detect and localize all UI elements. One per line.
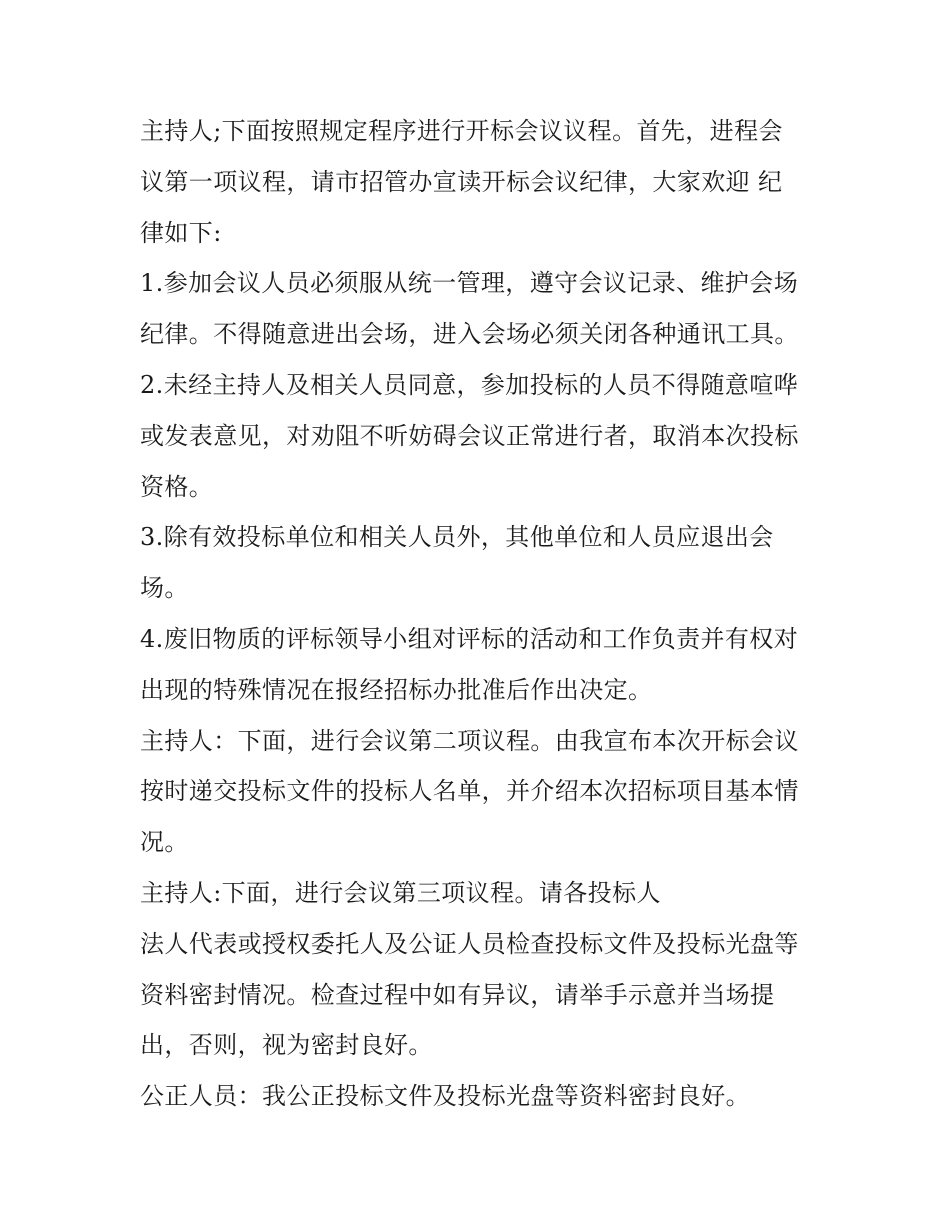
text-line-9: 3.除有效投标单位和相关人员外，其他单位和人员应退出会 <box>140 523 774 552</box>
text-line-14: 按时递交投标文件的投标人名单，并介绍本次招标项目基本情 <box>140 777 799 806</box>
text-line-12: 出现的特殊情况在报经招标办批准后作出决定。 <box>140 675 653 704</box>
text-line-11: 4.废旧物质的评标领导小组对评标的活动和工作负责并有权对 <box>140 624 799 653</box>
text-line-19: 出，否则，视为密封良好。 <box>140 1031 433 1060</box>
text-line-20: 公正人员：我公正投标文件及投标光盘等资料密封良好。 <box>140 1082 750 1111</box>
text-line-5: 纪律。不得随意进出会场，进入会场必须关闭各种通讯工具。 <box>140 320 799 349</box>
text-line-13: 主持人：下面，进行会议第二项议程。由我宣布本次开标会议 <box>140 726 799 755</box>
text-line-2: 议第一项议程，请市招管办宣读开标会议纪律，大家欢迎 纪 <box>140 167 783 196</box>
text-line-10: 场。 <box>140 574 189 603</box>
text-line-8: 资格。 <box>140 472 214 501</box>
text-line-4: 1.参加会议人员必须服从统一管理，遵守会议记录、维护会场 <box>140 269 799 298</box>
text-line-6: 2.未经主持人及相关人员同意，参加投标的人员不得随意喧哗 <box>140 370 799 399</box>
text-line-18: 资料密封情况。检查过程中如有异议，请举手示意并当场提 <box>140 980 775 1009</box>
text-line-17: 法人代表或授权委托人及公证人员检查投标文件及投标光盘等 <box>140 929 799 958</box>
text-line-16: 主持人:下面，进行会议第三项议程。请各投标人 <box>140 878 661 907</box>
text-line-3: 律如下: <box>140 218 222 247</box>
text-line-7: 或发表意见，对劝阻不听妨碍会议正常进行者，取消本次投标 <box>140 421 799 450</box>
document-body <box>140 106 820 1122</box>
text-line-15: 况。 <box>140 828 189 857</box>
text-line-1: 主持人;下面按照规定程序进行开标会议议程。首先，进程会 <box>140 117 783 145</box>
